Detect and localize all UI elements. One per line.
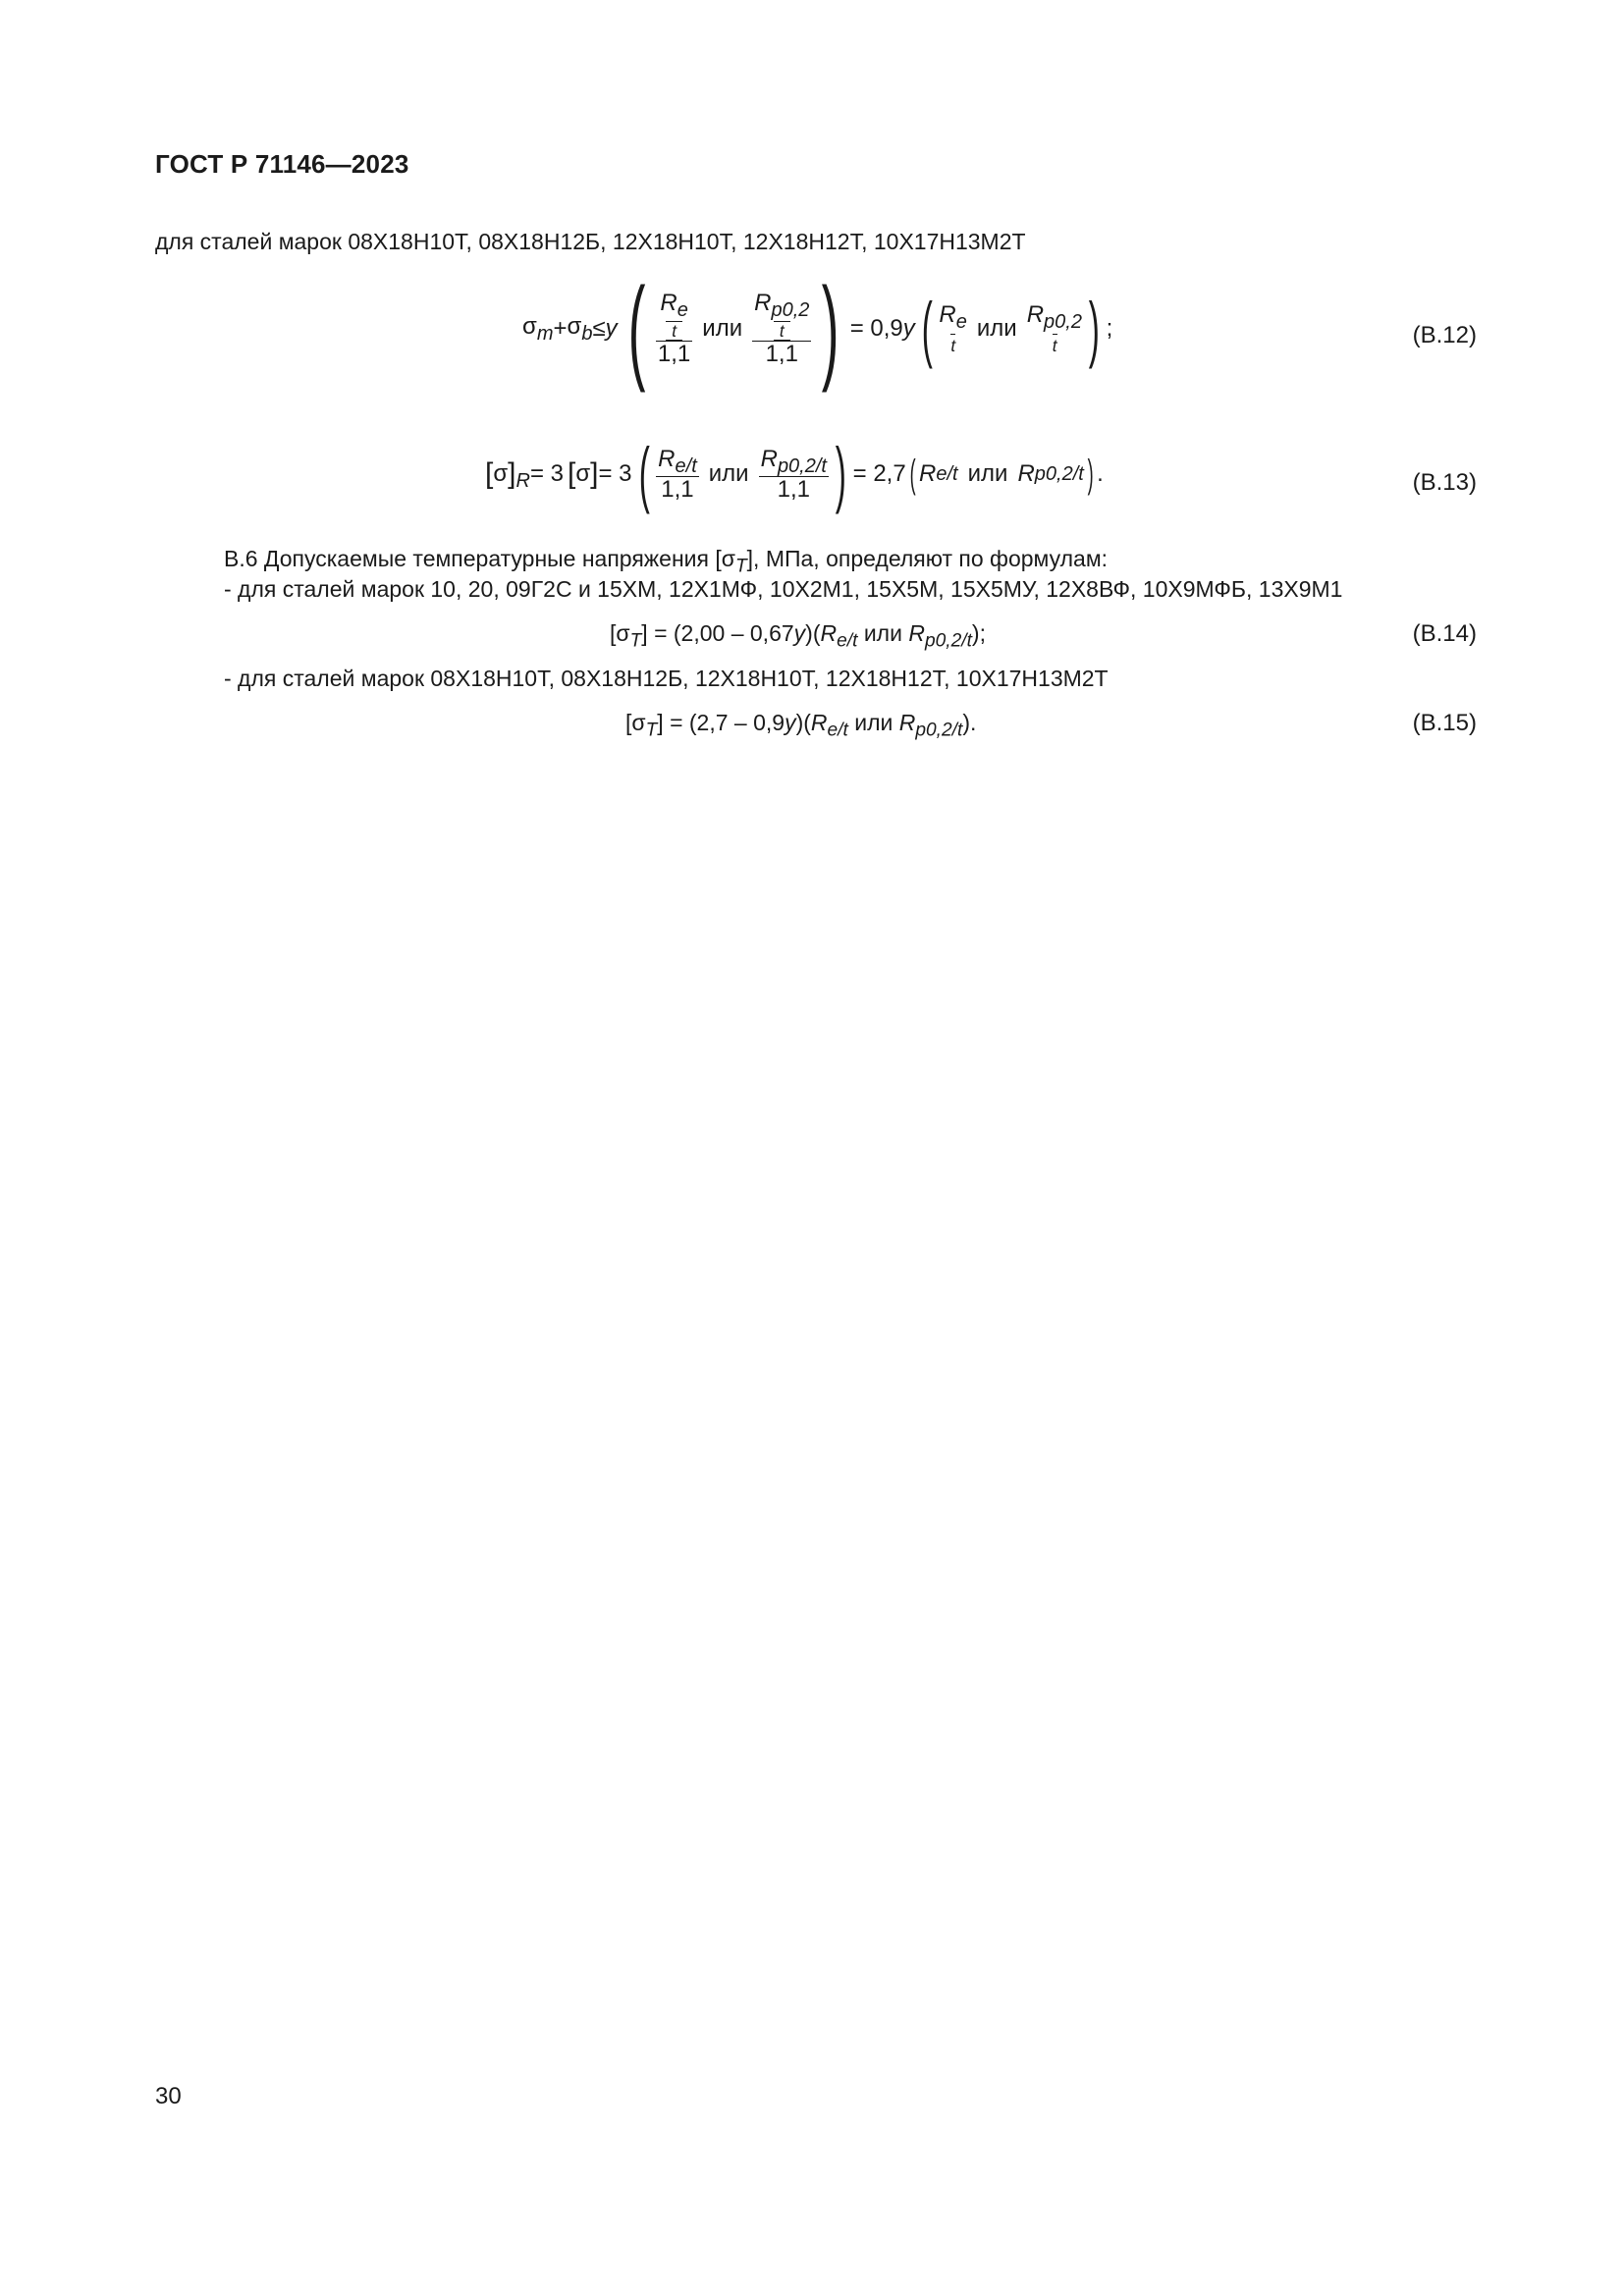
r-letter: R: [1017, 460, 1035, 487]
equals-3: = 3: [598, 460, 632, 487]
subscript-et: e/t: [827, 720, 848, 741]
re-over-t: [660, 291, 687, 341]
document-header: ГОСТ Р 71146—2023: [155, 149, 409, 179]
subscript-p02t: p0,2/t: [1034, 462, 1084, 485]
end-text: );: [971, 620, 986, 646]
subscript-r: R: [515, 469, 530, 492]
sigma-b: [568, 313, 593, 346]
semicolon: ;: [1106, 315, 1113, 342]
period: .: [1097, 460, 1104, 487]
r-letter: R: [658, 445, 676, 472]
rp02-over-t-2: [1027, 301, 1082, 356]
ili-word: или: [847, 710, 899, 735]
ili-word: или: [857, 620, 909, 646]
r-letter: R: [898, 710, 916, 735]
fraction-ret: [656, 447, 699, 503]
fraction-rp02-t: [752, 291, 811, 366]
mid-text: )(: [795, 710, 811, 735]
t-denominator: t: [950, 335, 956, 355]
ili-word: или: [976, 315, 1017, 342]
t-denominator: t: [1052, 335, 1057, 355]
right-bracket: ]: [508, 457, 516, 490]
re-over-t-2: [939, 301, 966, 356]
lead-text: В.6 Допускаемые температурные напряжения [σ: [224, 546, 735, 571]
equation-number-b12: (В.12): [1412, 322, 1477, 348]
open-bracket-sigma: [σ: [625, 710, 646, 735]
body-text: ] = (2,00 – 0,67: [641, 620, 794, 646]
subscript-et: e/t: [675, 454, 697, 477]
subscript-et: e/t: [936, 462, 958, 485]
sigma-symbol: σ: [493, 460, 509, 487]
subscript-p02t: p0,2/t: [777, 454, 827, 477]
sigma-symbol: σ: [575, 460, 591, 487]
equation-b12: [522, 264, 1113, 394]
subscript-et: e/t: [837, 630, 858, 652]
denominator: 1,1: [752, 341, 811, 366]
left-paren: (: [627, 264, 646, 394]
subscript-p02: p0,2: [771, 299, 810, 322]
equals-3: = 3: [529, 460, 564, 487]
ili-word: или: [708, 460, 749, 487]
subscript-b: b: [581, 322, 593, 345]
section-b6-item1: - для сталей марок 10, 20, 09Г2С и 15ХМ, 12Х1МФ, 10Х2М1, 15Х5М, 15Х5МУ, 12Х8ВФ, 10Х9МФБ, 13Х9М1: [224, 576, 1343, 602]
sigma-symbol: σ: [567, 312, 582, 340]
r-letter: R: [660, 290, 677, 317]
r-letter: R: [754, 290, 772, 317]
subscript-e: e: [955, 310, 967, 333]
r-letter: R: [760, 445, 778, 472]
equation-number-b14: (В.14): [1412, 620, 1477, 647]
coefficient-y: y: [793, 620, 806, 646]
fraction-re-t: [656, 291, 692, 366]
subscript-p02t: p0,2/t: [924, 630, 972, 652]
subscript-t: T: [629, 630, 642, 652]
r-letter: R: [908, 620, 925, 646]
rp02-over-t: [754, 291, 809, 341]
numerator: [656, 291, 692, 341]
coefficient-y: y: [902, 315, 915, 342]
right-paren: ): [822, 264, 839, 394]
ili-word: или: [967, 460, 1008, 487]
left-bracket: [: [485, 457, 494, 490]
rp02-symbol: [1027, 301, 1082, 334]
left-paren: (: [909, 452, 916, 496]
end-text: ).: [962, 710, 977, 735]
section-b6-item2: - для сталей марок 08Х18Н10Т, 08Х18Н12Б, 12Х18Н10Т, 12Х18Н12Т, 10Х17Н13М2Т: [224, 666, 1109, 691]
left-bracket: [: [567, 457, 576, 490]
leq-sign: ≤: [592, 315, 606, 342]
mid-text: )(: [805, 620, 821, 646]
subscript-t: T: [734, 556, 747, 577]
equals-27: = 2,7: [852, 460, 906, 487]
re-symbol: [939, 301, 966, 334]
lead-tail: ], МПа, определяют по формулам:: [746, 546, 1109, 571]
numerator: [656, 447, 699, 478]
coefficient-y: y: [605, 315, 618, 342]
coefficient-y: y: [785, 710, 796, 735]
r-letter: R: [1026, 301, 1045, 329]
subscript-p02: p0,2: [1044, 310, 1082, 333]
subscript-p02t: p0,2/t: [915, 720, 963, 741]
equals-09: = 0,9: [849, 315, 903, 342]
subscript-t: T: [645, 720, 658, 741]
right-bracket: ]: [590, 457, 599, 490]
r-letter: R: [810, 710, 828, 735]
re-symbol: [660, 291, 687, 321]
equation-b15: [625, 710, 976, 742]
rp02-symbol: [754, 291, 809, 321]
right-paren: ): [1087, 452, 1094, 496]
r-letter: R: [919, 460, 937, 487]
sigma-m: [522, 313, 553, 346]
body-text: ] = (2,7 – 0,9: [657, 710, 785, 735]
t-fraction: t: [774, 321, 790, 341]
equation-number-b13: (В.13): [1412, 469, 1477, 496]
equation-b13: [485, 433, 1104, 514]
r-letter: R: [939, 301, 956, 329]
denominator: 1,1: [657, 341, 691, 368]
numerator: [759, 447, 829, 478]
open-bracket-sigma: [σ: [610, 620, 630, 646]
denominator: 1,1: [777, 476, 810, 504]
subscript-m: m: [536, 322, 554, 345]
ili-word: или: [702, 315, 743, 342]
subscript-e: e: [677, 299, 688, 322]
right-paren: ): [1088, 288, 1100, 369]
denominator: 1,1: [661, 476, 694, 504]
sigma-symbol: σ: [522, 312, 537, 340]
section-b6-lead: [224, 546, 1108, 578]
t-fraction: t: [666, 321, 682, 341]
left-paren: (: [638, 433, 650, 514]
fraction-rp02t: [759, 447, 829, 503]
plus-sign: +: [553, 315, 568, 342]
intro-line: для сталей марок 08Х18Н10Т, 08Х18Н12Б, 12Х18Н10Т, 12Х18Н12Т, 10Х17Н13М2Т: [155, 229, 1026, 254]
left-paren: (: [921, 288, 933, 369]
right-paren: ): [835, 433, 846, 514]
r-letter: R: [820, 620, 838, 646]
equation-number-b15: (В.15): [1412, 710, 1477, 736]
equation-b14: [610, 620, 986, 653]
numerator: [752, 291, 811, 341]
page-number: 30: [155, 2083, 182, 2109]
